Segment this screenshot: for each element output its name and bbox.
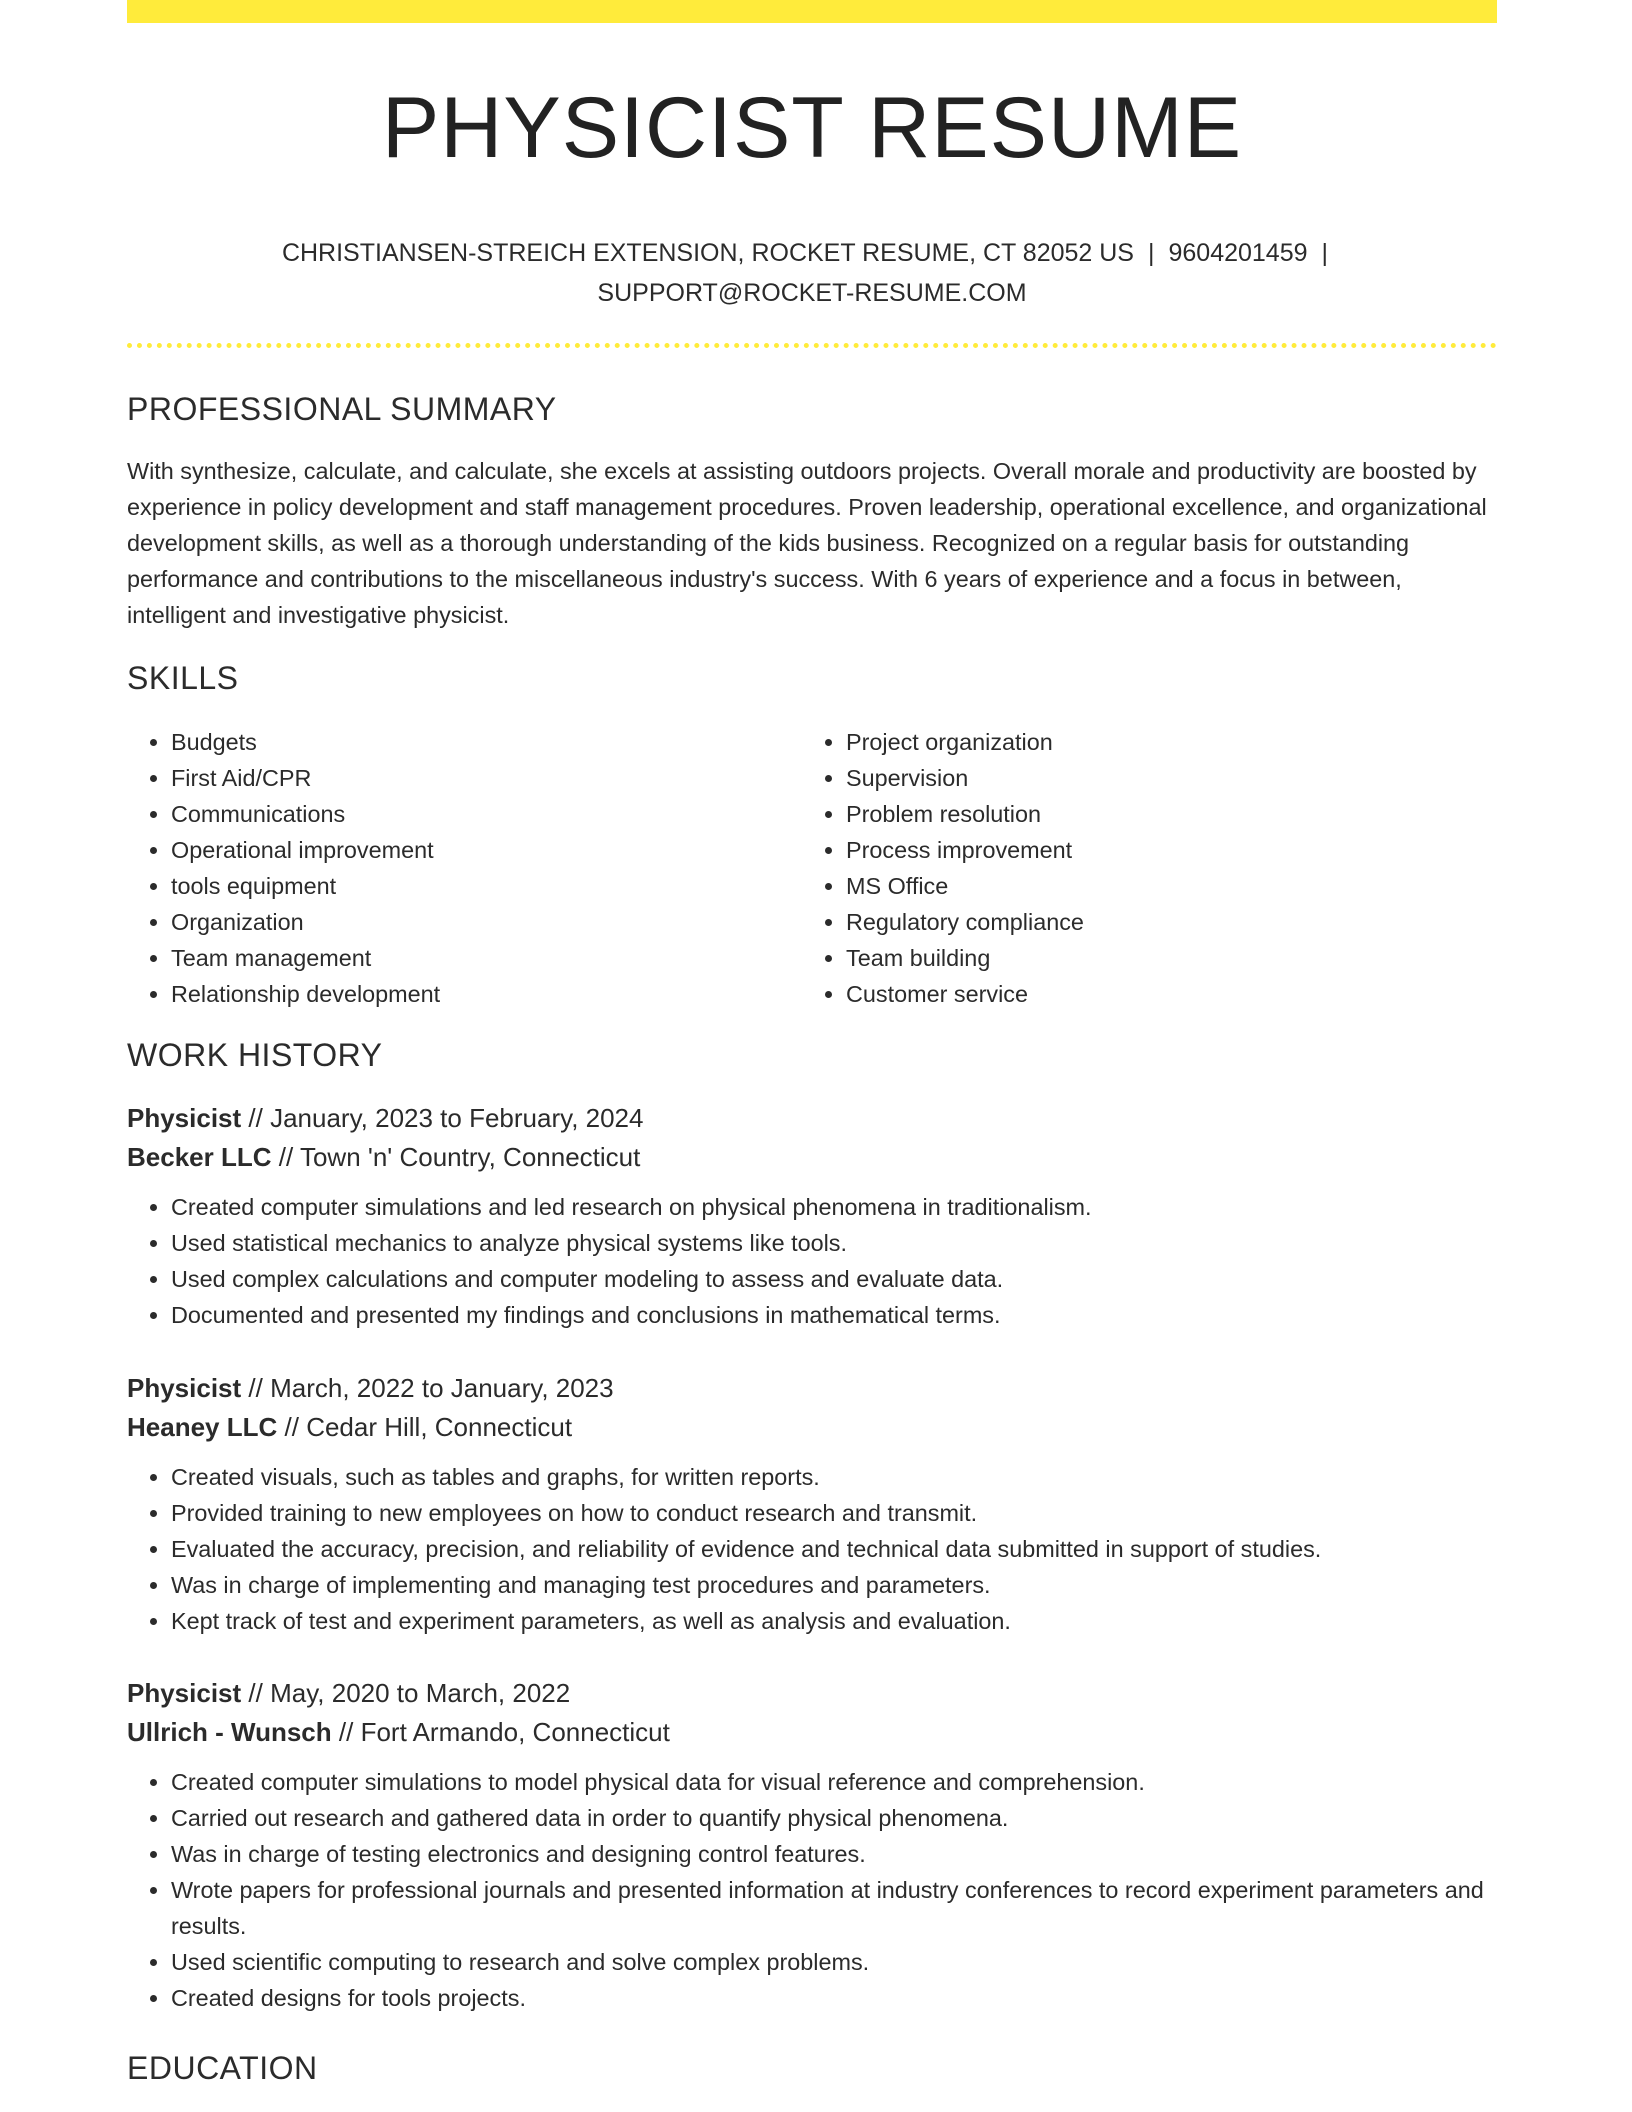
job-duty: • Provided training to new employees on how to conduct research and transmit.	[171, 1495, 1497, 1531]
skill-item: • Team building	[846, 940, 1496, 976]
skill-item: • First Aid/CPR	[171, 760, 791, 796]
job-duties-list	[127, 1189, 1497, 1333]
job-location: Town 'n' Country, Connecticut	[299, 1142, 641, 1172]
job-entry	[127, 1369, 1497, 1639]
skill-item: • MS Office	[846, 868, 1496, 904]
job-duty: • Carried out research and gathered data in order to quantify physical phenomena.	[171, 1800, 1511, 1836]
job-title-line	[127, 1674, 1497, 1713]
skill-item: • Relationship development	[171, 976, 791, 1012]
skill-item: • Budgets	[171, 724, 791, 760]
contact-info	[127, 233, 1497, 313]
work-history-heading: WORK HISTORY	[127, 1037, 383, 1073]
skill-item: • Process improvement	[846, 832, 1496, 868]
job-duty: • Used scientific computing to research and solve complex problems.	[171, 1944, 1511, 1980]
job-duty: • Used complex calculations and computer modeling to assess and evaluate data.	[171, 1261, 1497, 1297]
skill-item: • Organization	[171, 904, 791, 940]
job-title: Physicist	[127, 1373, 242, 1403]
job-duty: • Evaluated the accuracy, precision, and reliability of evidence and technical data submitted in support of studies.	[171, 1531, 1497, 1567]
contact-address: CHRISTIANSEN-STREICH EXTENSION, ROCKET RESUME, CT 82052 US	[281, 239, 1134, 267]
skill-item: • Operational improvement	[171, 832, 791, 868]
education-heading: EDUCATION	[127, 2050, 318, 2086]
job-company-line	[127, 1408, 1497, 1447]
job-delimiter: //	[278, 1142, 294, 1172]
job-duty: • Was in charge of implementing and managing test procedures and parameters.	[171, 1567, 1497, 1603]
job-entry	[127, 1674, 1497, 2016]
job-company-line	[127, 1138, 1497, 1177]
job-title: Physicist	[127, 1103, 242, 1133]
skill-item: • Regulatory compliance	[846, 904, 1496, 940]
summary-heading: PROFESSIONAL SUMMARY	[127, 391, 557, 427]
job-duty: • Documented and presented my findings and conclusions in mathematical terms.	[171, 1297, 1497, 1333]
contact-line-2	[127, 273, 1497, 313]
resume-title: PHYSICIST RESUME	[381, 80, 1243, 176]
job-delimiter: //	[284, 1412, 299, 1442]
summary-text: With synthesize, calculate, and calculate, she excels at assisting outdoors projects. Overall morale and productivity are boosted by experience in policy development and staff management procedures. Proven leadership, operational excellence, and organizational development skills, as well as a thorough understanding of the kids business. Recognized on a regular basis for outstanding performance and contributions to the miscellaneous industry's success. With 6 years of experience and a focus in between, intelligent and investigative physicist.	[127, 458, 1487, 628]
dotted-divider	[127, 343, 1497, 348]
job-title-line	[127, 1099, 1497, 1138]
job-title-line	[127, 1369, 1497, 1408]
job-title: Physicist	[127, 1678, 242, 1708]
contact-separator: |	[1147, 239, 1155, 267]
job-dates: March, 2022 to January, 2023	[270, 1373, 614, 1403]
job-location: Fort Armando, Connecticut	[360, 1717, 670, 1747]
job-duties-list	[127, 1459, 1497, 1639]
job-delimiter: //	[248, 1103, 263, 1133]
job-duty: • Created computer simulations to model physical data for visual reference and comprehension.	[171, 1764, 1511, 1800]
job-location: Cedar Hill, Connecticut	[306, 1412, 573, 1442]
job-duty: • Kept track of test and experiment parameters, as well as analysis and evaluation.	[171, 1603, 1497, 1639]
skills-list-left	[127, 724, 791, 1012]
job-delimiter: //	[248, 1678, 263, 1708]
contact-separator: |	[1321, 239, 1329, 267]
skill-item: • Customer service	[846, 976, 1496, 1012]
skill-item: • Project organization	[846, 724, 1496, 760]
skill-item: • Problem resolution	[846, 796, 1496, 832]
job-company: Heaney LLC	[127, 1412, 278, 1442]
skill-item: • Supervision	[846, 760, 1496, 796]
job-entry	[127, 1099, 1497, 1333]
job-duty: • Created visuals, such as tables and graphs, for written reports.	[171, 1459, 1497, 1495]
skill-item: • Communications	[171, 796, 791, 832]
top-accent-bar	[127, 0, 1497, 23]
job-duty: • Created computer simulations and led research on physical phenomena in traditionalism.	[171, 1189, 1497, 1225]
job-company-line	[127, 1713, 1497, 1752]
job-dates: May, 2020 to March, 2022	[270, 1678, 571, 1708]
job-duty: • Used statistical mechanics to analyze physical systems like tools.	[171, 1225, 1497, 1261]
job-dates: January, 2023 to February, 2024	[270, 1103, 644, 1133]
skills-list-right	[802, 724, 1496, 1012]
contact-email: SUPPORT@ROCKET-RESUME.COM	[597, 279, 1027, 307]
job-duty: • Created designs for tools projects.	[171, 1980, 1511, 2016]
job-delimiter: //	[338, 1717, 354, 1747]
skill-item: • Team management	[171, 940, 791, 976]
job-duty: • Was in charge of testing electronics and designing control features.	[171, 1836, 1511, 1872]
job-duties-list	[127, 1764, 1511, 2016]
job-duty: • Wrote papers for professional journals and presented information at industry conferences to record experiment parameters and results.	[171, 1872, 1511, 1944]
job-company: Ullrich - Wunsch	[127, 1717, 332, 1747]
job-company: Becker LLC	[127, 1142, 272, 1172]
contact-line-1	[127, 233, 1497, 273]
skills-heading: SKILLS	[127, 660, 239, 696]
skill-item: • tools equipment	[171, 868, 791, 904]
job-delimiter: //	[248, 1373, 263, 1403]
contact-phone: 9604201459	[1168, 239, 1308, 267]
